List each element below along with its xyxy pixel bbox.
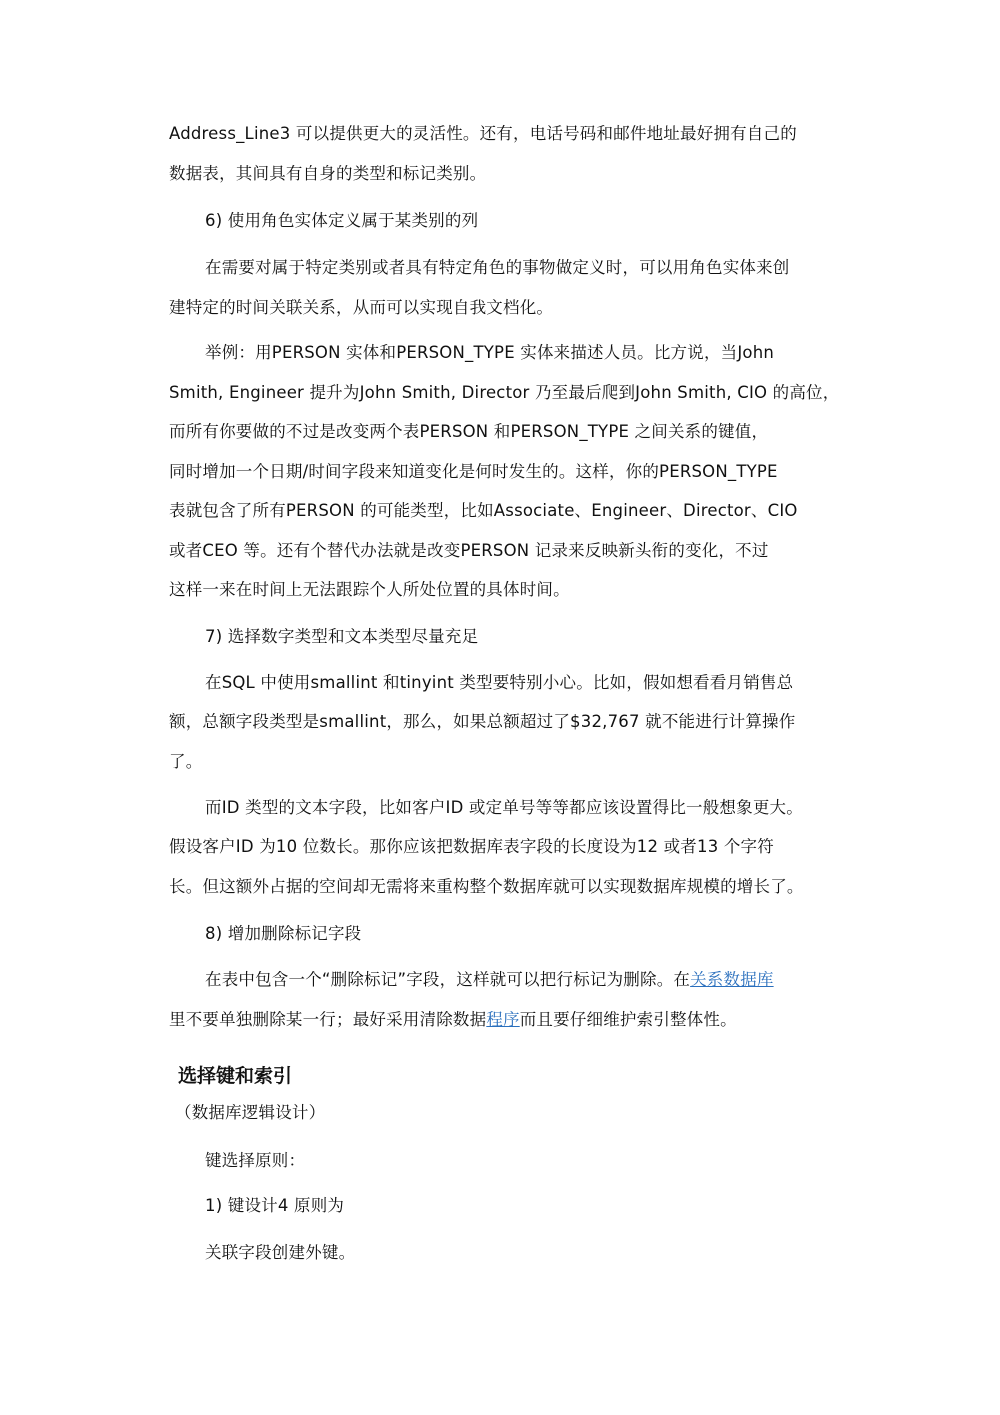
body-line [205,967,875,993]
body-text: 里不要单独删除某一行；最好采用清除数据 [169,1010,487,1029]
body-line: 这样一来在时间上无法跟踪个人所处位置的具体时间。 [169,580,570,599]
body-line: 数据表，其间具有自身的类型和标记类别。 [169,164,487,183]
body-text: 在表中包含一个“删除标记”字段，这样就可以把行标记为删除。在 [205,970,691,989]
body-text: 而且要仔细维护索引整体性。 [519,1010,737,1029]
body-line: 同时增加一个日期/时间字段来知道变化是何时发生的。这样，你的PERSON_TYPE [169,462,778,481]
body-line: 假设客户ID 为10 位数长。那你应该把数据库表字段的长度设为12 或者13 个字符 [169,837,774,856]
body-line: Smith, Engineer 提升为John Smith, Director 乃至最后爬到John Smith, CIO 的高位， [169,383,840,402]
body-line [169,1007,839,1033]
body-line: 了。 [169,752,203,771]
body-line: 长。但这额外占据的空间却无需将来重构整个数据库就可以实现数据库规模的增长了。 [169,877,804,896]
body-line: 键选择原则： [205,1151,306,1170]
body-line: 而所有你要做的不过是改变两个表PERSON 和PERSON_TYPE 之间关系的键值， [169,422,769,441]
body-line: 表就包含了所有PERSON 的可能类型，比如Associate、Engineer、Director、CIO [169,501,798,520]
body-line: 在SQL 中使用smallint 和tinyint 类型要特别小心。比如，假如想看看月销售总 [205,673,794,692]
body-line: 在需要对属于特定类别或者具有特定角色的事物做定义时，可以用角色实体来创 [205,258,790,277]
body-line: 额，总额字段类型是smallint，那么，如果总额超过了$32,767 就不能进行计算操作 [169,712,796,731]
body-line: 举例：用PERSON 实体和PERSON_TYPE 实体来描述人员。比方说，当John [205,343,775,362]
body-line: 1) 键设计4 原则为 [205,1196,345,1215]
body-line: 而ID 类型的文本字段，比如客户ID 或定单号等等都应该设置得比一般想象更大。 [205,798,803,817]
subsection-heading: 7) 选择数字类型和文本类型尽量充足 [205,627,479,646]
body-line: 关联字段创建外键。 [205,1243,356,1262]
program-link[interactable]: 程序 [486,1010,520,1029]
subsection-heading: 6) 使用角色实体定义属于某类别的列 [205,211,479,230]
body-line: Address_Line3 可以提供更大的灵活性。还有，电话号码和邮件地址最好拥有自己的 [169,124,797,143]
section-subtitle: （数据库逻辑设计） [175,1103,326,1122]
relational-database-link[interactable]: 关系数据库 [690,970,774,989]
section-heading: 选择键和索引 [178,1065,293,1087]
body-line: 建特定的时间关联关系，从而可以实现自我文档化。 [169,298,554,317]
subsection-heading: 8) 增加删除标记字段 [205,924,362,943]
body-line: 或者CEO 等。还有个替代办法就是改变PERSON 记录来反映新头衔的变化，不过 [169,541,769,560]
